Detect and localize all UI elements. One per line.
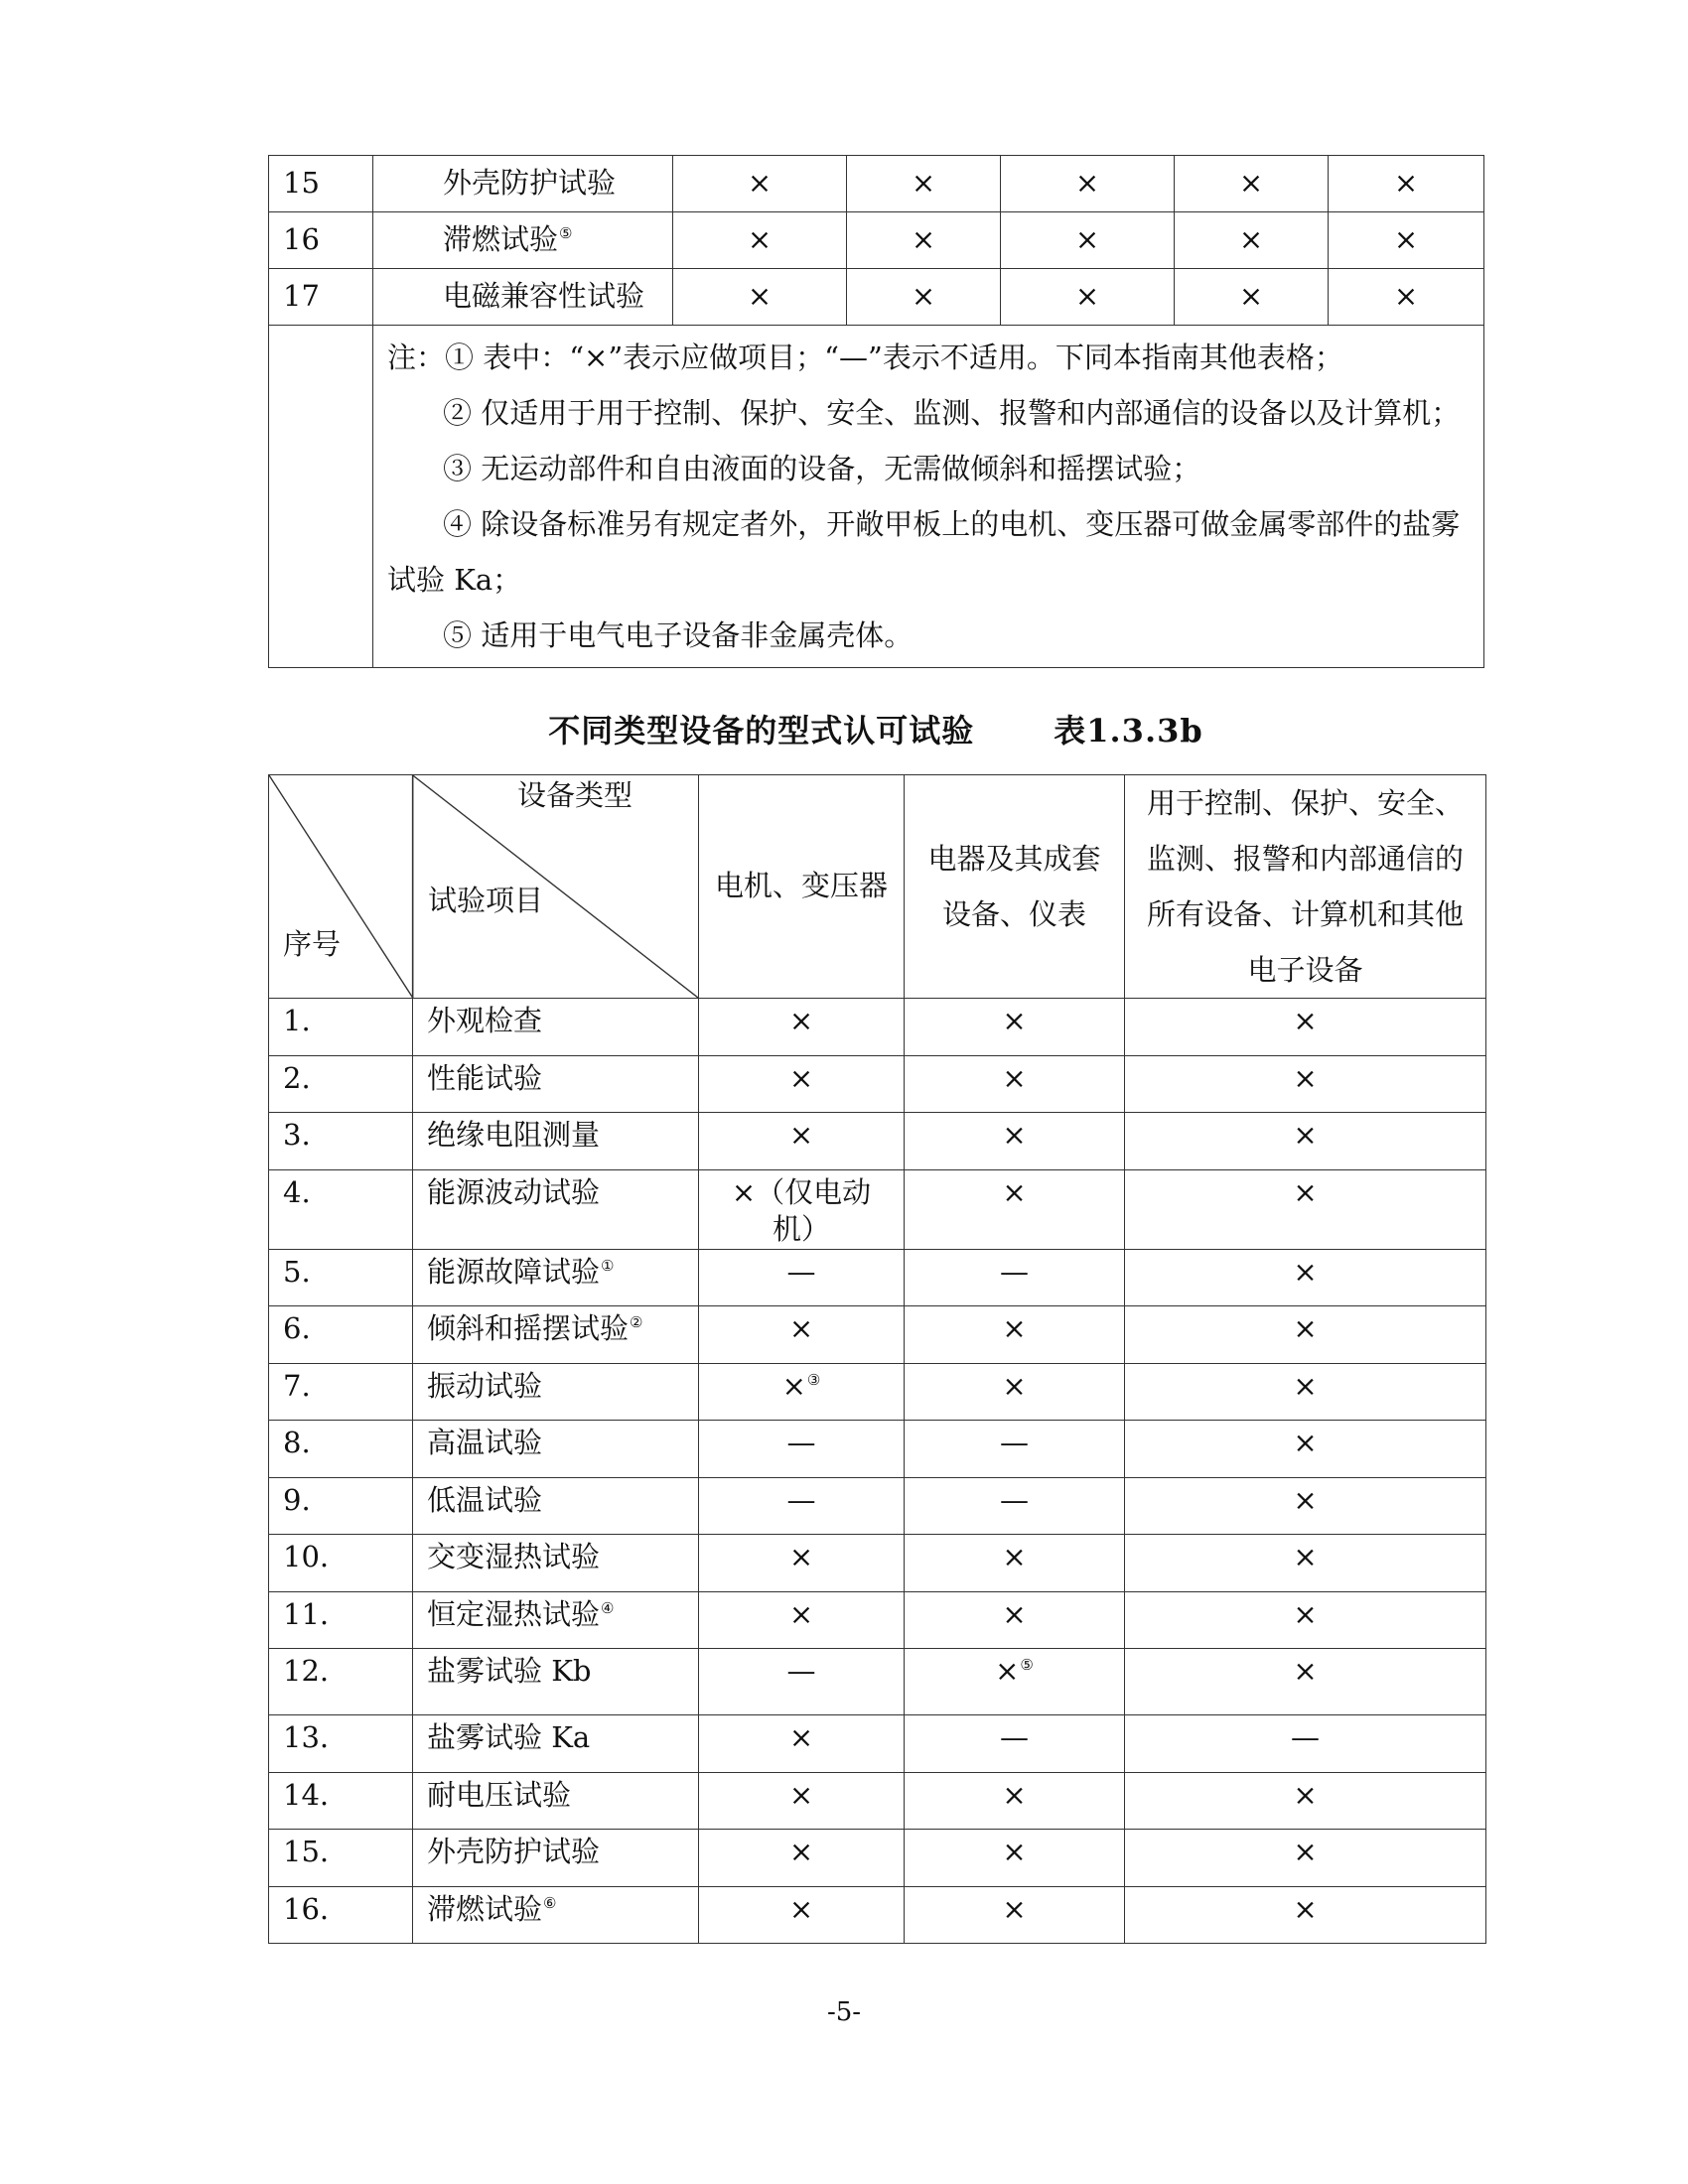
- mark-cell: ×: [847, 212, 1001, 269]
- mark-cell: —: [699, 1421, 905, 1478]
- mark-cell: —: [905, 1715, 1125, 1773]
- row-number: 4.: [269, 1169, 413, 1249]
- mark-cell: ×: [905, 1772, 1125, 1830]
- mark-cell: ×: [699, 999, 905, 1056]
- mark-cell: ×: [673, 156, 847, 212]
- mark-cell: ×: [1329, 269, 1484, 326]
- test-item: 恒定湿热试验④: [413, 1591, 699, 1649]
- mark-cell: ×: [1329, 156, 1484, 212]
- caption-title: 不同类型设备的型式认可试验: [548, 712, 975, 750]
- mark-cell: ×: [1175, 156, 1329, 212]
- test-item: 滞燃试验⑥: [413, 1886, 699, 1944]
- mark-cell: ×: [1175, 212, 1329, 269]
- test-item: 盐雾试验 Kb: [413, 1649, 699, 1715]
- footnote-ref: ②: [630, 1313, 643, 1332]
- mark-cell: —: [699, 1249, 905, 1306]
- row-number: 6.: [269, 1306, 413, 1364]
- test-item: 外壳防护试验: [373, 156, 673, 212]
- row-number: 16: [269, 212, 373, 269]
- type-approval-test-table: [268, 774, 1486, 1944]
- mark-cell: ×: [699, 1113, 905, 1170]
- mark-cell: ×: [1125, 1055, 1486, 1113]
- mark-cell: ×: [1125, 1421, 1486, 1478]
- diagonal-header-cell: [269, 775, 699, 999]
- row-number: 2.: [269, 1055, 413, 1113]
- row-number: 11.: [269, 1591, 413, 1649]
- mark-cell: ×: [1125, 1169, 1486, 1249]
- test-item: 外观检查: [413, 999, 699, 1056]
- mark-cell: ×: [905, 1169, 1125, 1249]
- mark-cell: ×: [1001, 269, 1175, 326]
- caption-ref: 表1.3.3b: [1054, 712, 1203, 750]
- mark-cell: ×: [699, 1830, 905, 1887]
- mark-cell: —: [905, 1477, 1125, 1535]
- test-item: 盐雾试验 Ka: [413, 1715, 699, 1773]
- test-item: 低温试验: [413, 1477, 699, 1535]
- header-col-electronic: 用于控制、保护、安全、监测、报警和内部通信的所有设备、计算机和其他电子设备: [1125, 775, 1486, 999]
- test-item: 绝缘电阻测量: [413, 1113, 699, 1170]
- test-item: 性能试验: [413, 1055, 699, 1113]
- note-line: 注：① 表中：“×”表示应做项目；“—”表示不适用。下同本指南其他表格；: [387, 341, 1343, 374]
- footnote-ref: ①: [601, 1256, 615, 1275]
- mark-cell: ×: [673, 269, 847, 326]
- mark-cell: ×: [1125, 1772, 1486, 1830]
- test-item: 外壳防护试验: [413, 1830, 699, 1887]
- row-number: 14.: [269, 1772, 413, 1830]
- table-row: [269, 1535, 1486, 1592]
- mark-cell: ×: [905, 1886, 1125, 1944]
- mark-cell: —: [905, 1249, 1125, 1306]
- mark-cell: ×: [905, 999, 1125, 1056]
- test-item: 交变湿热试验: [413, 1535, 699, 1592]
- mark-cell: ×: [905, 1306, 1125, 1364]
- test-table-continued: [268, 155, 1484, 668]
- mark-cell: ×: [1125, 1113, 1486, 1170]
- mark-cell: ×: [1125, 1477, 1486, 1535]
- mark-cell: ×: [699, 1306, 905, 1364]
- row-number: 17: [269, 269, 373, 326]
- header-row: [269, 775, 1486, 999]
- notes-blank-cell: [269, 326, 373, 668]
- note-line: ② 仅适用于用于控制、保护、安全、监测、报警和内部通信的设备以及计算机；: [443, 396, 1461, 430]
- table-row: [269, 1886, 1486, 1944]
- mark-cell: —: [699, 1649, 905, 1715]
- table-row: [269, 1363, 1486, 1421]
- table-row: [269, 1772, 1486, 1830]
- row-number: 12.: [269, 1649, 413, 1715]
- notes-row: [269, 326, 1484, 668]
- mark-cell: ×: [1125, 1306, 1486, 1364]
- mark-cell: ×（仅电动机）: [699, 1169, 905, 1249]
- mark-cell: ×: [1125, 1591, 1486, 1649]
- table-caption: [268, 706, 1483, 751]
- test-item: 能源波动试验: [413, 1169, 699, 1249]
- header-test-item: 试验项目: [428, 884, 544, 917]
- mark-cell: ×: [699, 1772, 905, 1830]
- table-row: [269, 1477, 1486, 1535]
- table-row: [269, 1055, 1486, 1113]
- header-seq: 序号: [283, 927, 342, 961]
- table-row: [269, 156, 1484, 212]
- test-item: 能源故障试验①: [413, 1249, 699, 1306]
- mark-cell: ×: [1125, 1830, 1486, 1887]
- mark-cell: ×: [1125, 999, 1486, 1056]
- note-line: 试验 Ka；: [387, 563, 522, 597]
- test-item: 耐电压试验: [413, 1772, 699, 1830]
- test-item: 电磁兼容性试验: [373, 269, 673, 326]
- header-col-motor: 电机、变压器: [699, 775, 905, 999]
- mark-cell: ×③: [699, 1363, 905, 1421]
- mark-cell: ×: [905, 1055, 1125, 1113]
- row-number: 10.: [269, 1535, 413, 1592]
- header-col-electrical: 电器及其成套 设备、仪表: [905, 775, 1125, 999]
- mark-cell: ×: [1125, 1649, 1486, 1715]
- mark-cell: ×: [699, 1591, 905, 1649]
- row-number: 5.: [269, 1249, 413, 1306]
- mark-cell: ×: [1329, 212, 1484, 269]
- table-body: [269, 999, 1486, 1944]
- test-item: 滞燃试验⑤: [373, 212, 673, 269]
- mark-cell: ×: [905, 1591, 1125, 1649]
- mark-cell: ×: [699, 1715, 905, 1773]
- row-number: 15: [269, 156, 373, 212]
- table-row: [269, 1306, 1486, 1364]
- row-number: 3.: [269, 1113, 413, 1170]
- note-line: ④ 除设备标准另有规定者外，开敞甲板上的电机、变压器可做金属零部件的盐雾: [443, 507, 1461, 541]
- test-item: 倾斜和摇摆试验②: [413, 1306, 699, 1364]
- mark-cell: ×: [1001, 212, 1175, 269]
- header-equipment-type: 设备类型: [517, 778, 633, 812]
- mark-cell: ×: [905, 1363, 1125, 1421]
- table-row: [269, 212, 1484, 269]
- page-number: -5-: [826, 1997, 862, 2027]
- mark-cell: ×: [905, 1113, 1125, 1170]
- footnote-ref: ③: [806, 1370, 821, 1389]
- mark-cell: ×: [1125, 1363, 1486, 1421]
- mark-cell: ×⑤: [905, 1649, 1125, 1715]
- table-row: [269, 269, 1484, 326]
- table-row: [269, 999, 1486, 1056]
- mark-cell: ×: [905, 1535, 1125, 1592]
- mark-cell: ×: [1125, 1249, 1486, 1306]
- row-number: 15.: [269, 1830, 413, 1887]
- mark-cell: —: [1125, 1715, 1486, 1773]
- footnote-ref: ⑥: [543, 1893, 557, 1912]
- footnote-ref: ⑤: [559, 224, 573, 243]
- mark-cell: ×: [1125, 1535, 1486, 1592]
- mark-cell: ×: [699, 1055, 905, 1113]
- table-row: [269, 1715, 1486, 1773]
- mark-cell: ×: [1125, 1886, 1486, 1944]
- mark-cell: ×: [699, 1535, 905, 1592]
- mark-cell: ×: [1001, 156, 1175, 212]
- row-number: 9.: [269, 1477, 413, 1535]
- notes-cell: [373, 326, 1484, 668]
- table-row: [269, 1113, 1486, 1170]
- mark-cell: ×: [905, 1830, 1125, 1887]
- footnote-ref: ⑤: [1020, 1656, 1034, 1675]
- table-row: [269, 1649, 1486, 1715]
- test-item: 高温试验: [413, 1421, 699, 1478]
- table-row: [269, 1169, 1486, 1249]
- test-item: 振动试验: [413, 1363, 699, 1421]
- table-row: [269, 1249, 1486, 1306]
- mark-cell: ×: [673, 212, 847, 269]
- mark-cell: ×: [1175, 269, 1329, 326]
- row-number: 1.: [269, 999, 413, 1056]
- mark-cell: ×: [847, 156, 1001, 212]
- note-line: ⑤ 适用于电气电子设备非金属壳体。: [443, 618, 914, 652]
- row-number: 8.: [269, 1421, 413, 1478]
- row-number: 7.: [269, 1363, 413, 1421]
- footnote-ref: ④: [601, 1598, 615, 1617]
- table-row: [269, 1421, 1486, 1478]
- mark-cell: ×: [699, 1886, 905, 1944]
- mark-cell: —: [699, 1477, 905, 1535]
- table-row: [269, 1830, 1486, 1887]
- note-line: ③ 无运动部件和自由液面的设备，无需做倾斜和摇摆试验；: [443, 452, 1201, 485]
- row-number: 13.: [269, 1715, 413, 1773]
- table-row: [269, 1591, 1486, 1649]
- mark-cell: —: [905, 1421, 1125, 1478]
- mark-cell: ×: [847, 269, 1001, 326]
- row-number: 16.: [269, 1886, 413, 1944]
